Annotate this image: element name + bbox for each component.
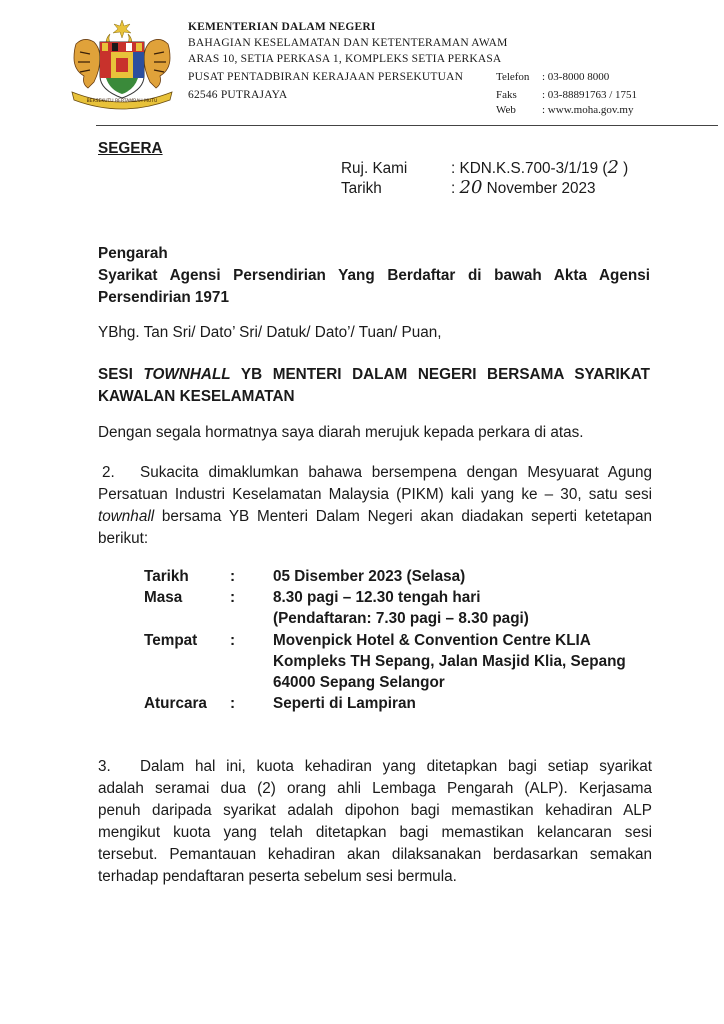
detail-colon: :	[230, 568, 236, 585]
detail-value-tarikh: 05 Disember 2023 (Selasa)	[273, 568, 466, 585]
detail-colon: :	[230, 589, 236, 606]
detail-value-venue-postcode: 64000 Sepang Selangor	[273, 674, 445, 691]
contact-label: Web	[496, 104, 516, 116]
contact-web	[496, 103, 633, 118]
paragraph-line: penuh daripada syarikat adalah dipohon bagi memastikan kehadiran ALP	[98, 802, 652, 819]
handwritten-day: 20	[459, 177, 483, 198]
detail-value-aturcara: Seperti di Lampiran	[273, 695, 416, 712]
recipient-block	[98, 243, 650, 309]
contact-telefon	[496, 70, 609, 85]
subject-heading	[98, 364, 650, 408]
paragraph-number: 3.	[98, 758, 111, 775]
reference-suffix: )	[618, 160, 629, 177]
detail-label-tempat: Tempat	[144, 632, 198, 649]
coat-of-arms-logo	[66, 18, 178, 110]
paragraph-2	[98, 462, 652, 550]
paragraph-line: Persatuan Industri Keselamatan Malaysia (PIKM) kali yang ke – 30, satu sesi	[98, 486, 652, 503]
reference-label: Ruj. Kami	[341, 160, 408, 177]
recipient-title: Pengarah	[98, 245, 168, 262]
recipient-line: Persendirian 1971	[98, 289, 229, 306]
paragraph-text: Sukacita dimaklumkan bahawa bersempena dengan Mesyuarat Agung	[140, 464, 652, 481]
date-label: Tarikh	[341, 180, 382, 197]
date-prefix: :	[451, 180, 460, 197]
paragraph-3	[98, 756, 652, 888]
detail-colon: :	[230, 695, 236, 712]
letterhead-address-line: PUSAT PENTADBIRAN KERAJAAN PERSEKUTUAN	[188, 71, 464, 83]
paragraph-line: mengikut kuota yang telah ditetapkan bagi memastikan kelancaran sesi	[98, 824, 652, 841]
letterhead-address-line: 62546 PUTRAJAYA	[188, 89, 288, 101]
italic-term: townhall	[98, 508, 155, 525]
paragraph-line	[98, 756, 652, 778]
subject-italic: TOWNHALL	[143, 366, 231, 383]
paragraph-text: bersama YB Menteri Dalam Negeri akan diadakan seperti ketetapan	[154, 508, 652, 525]
handwritten-number: 2	[607, 157, 619, 178]
contact-label: Telefon	[496, 71, 530, 83]
detail-colon: :	[230, 632, 236, 649]
paragraph-line	[98, 462, 652, 484]
detail-label-tarikh: Tarikh	[144, 568, 189, 585]
subject-part: SESI	[98, 366, 144, 383]
paragraph-line: tersebut. Pemantauan kehadiran akan dilaksanakan berdasarkan semakan	[98, 846, 652, 863]
paragraph-number: 2.	[102, 464, 115, 481]
date-row	[341, 177, 596, 200]
paragraph-line: berikut:	[98, 530, 149, 547]
detail-value-masa: 8.30 pagi – 12.30 tengah hari	[273, 589, 481, 606]
detail-value-registration: (Pendaftaran: 7.30 pagi – 8.30 pagi)	[273, 610, 529, 627]
contact-value: : www.moha.gov.my	[542, 104, 634, 116]
contact-value: : 03-88891763 / 1751	[542, 89, 638, 101]
detail-value-venue: Movenpick Hotel & Convention Centre KLIA	[273, 632, 591, 649]
paragraph-line: adalah seramai dua (2) orang ahli Lembaga Pengarah (ALP). Kerjasama	[98, 780, 652, 797]
detail-value-venue-address: Kompleks TH Sepang, Jalan Masjid Klia, Sepang	[273, 653, 626, 670]
subject-part: YB MENTERI DALAM NEGERI BERSAMA SYARIKAT	[230, 366, 650, 383]
reference-prefix: : KDN.K.S.700-3/1/19 (	[451, 160, 608, 177]
paragraph-1: Dengan segala hormatnya saya diarah merujuk kepada perkara di atas.	[98, 424, 584, 441]
paragraph-line	[98, 506, 652, 528]
crest-motto-text: BERSEKUTU BERTAMBAH MUTU	[86, 99, 158, 104]
letterhead-ministry: KEMENTERIAN DALAM NEGERI	[188, 21, 376, 33]
subject-line	[98, 364, 650, 386]
paragraph-line: terhadap pendaftaran peserta sebelum sesi bermula.	[98, 868, 457, 885]
contact-label: Faks	[496, 89, 517, 101]
letterhead-department: BAHAGIAN KESELAMATAN DAN KETENTERAMAN AWAM	[188, 37, 508, 49]
subject-line: KAWALAN KESELAMATAN	[98, 388, 295, 405]
contact-value: : 03-8000 8000	[542, 71, 610, 83]
detail-label-aturcara: Aturcara	[144, 695, 207, 712]
detail-label-masa: Masa	[144, 589, 183, 606]
letterhead-divider	[96, 125, 718, 126]
urgent-label: SEGERA	[98, 140, 163, 157]
date-suffix: November 2023	[482, 180, 596, 197]
letterhead-address-line: ARAS 10, SETIA PERKASA 1, KOMPLEKS SETIA PERKASA	[188, 53, 502, 65]
paragraph-text: Dalam hal ini, kuota kehadiran yang ditetapkan bagi setiap syarikat	[140, 758, 652, 775]
recipient-line: Syarikat Agensi Persendirian Yang Berdaftar di bawah Akta Agensi	[98, 267, 650, 284]
contact-faks	[496, 88, 637, 103]
salutation: YBhg. Tan Sri/ Dato’ Sri/ Datuk/ Dato’/ Tuan/ Puan,	[98, 324, 442, 341]
